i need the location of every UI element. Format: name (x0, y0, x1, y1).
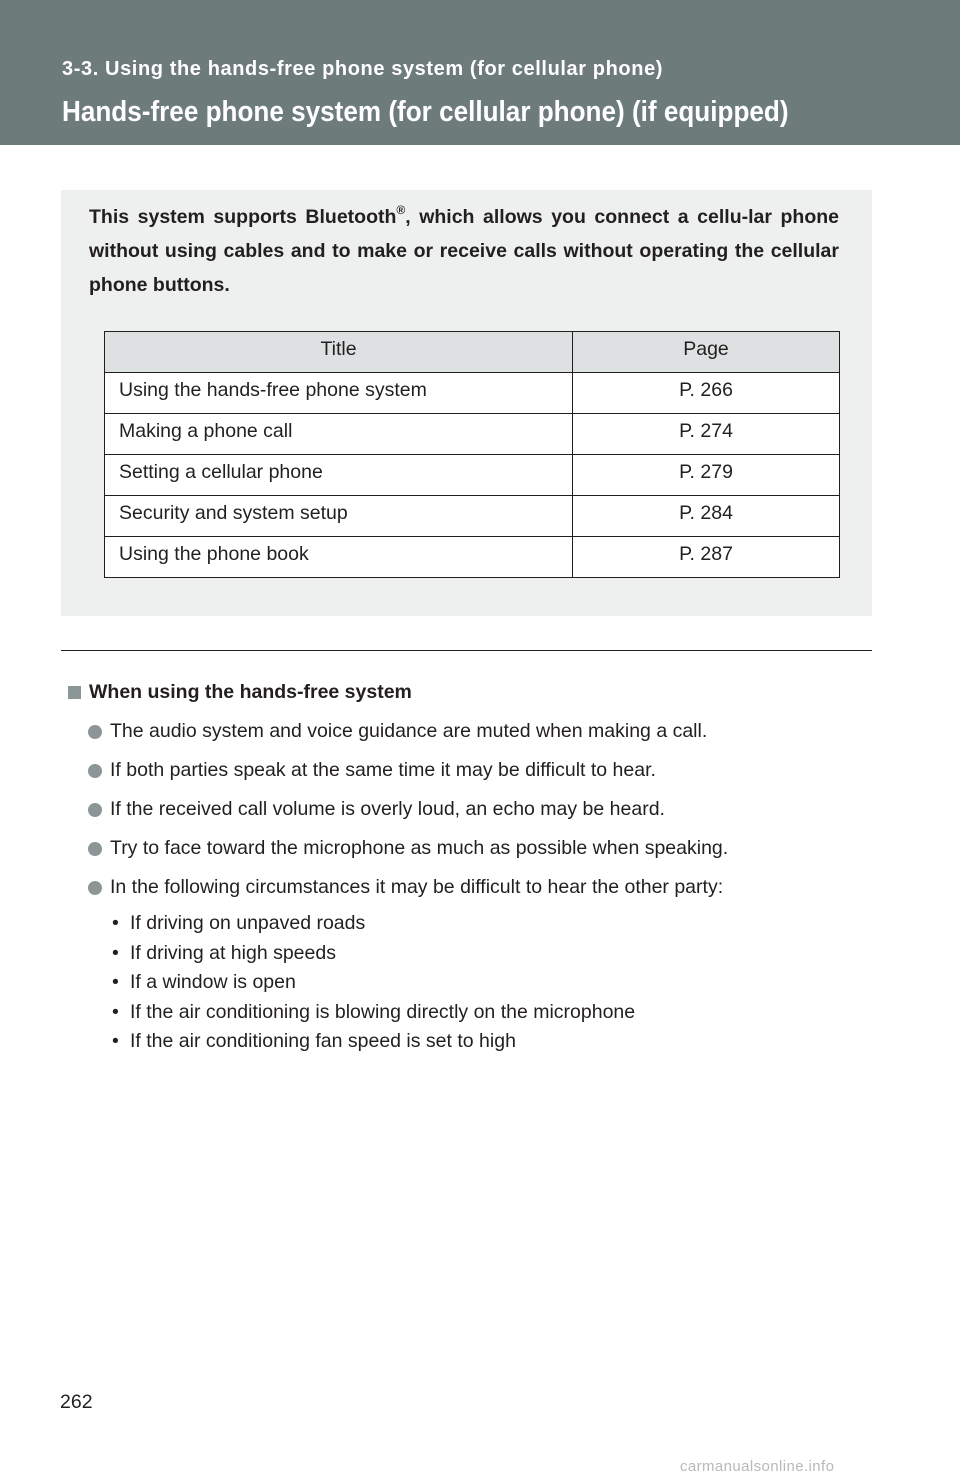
sub-list-item (112, 1027, 888, 1057)
circumstance-list (112, 909, 888, 1057)
sub-list-text: If driving on unpaved roads (130, 912, 366, 934)
list-item (88, 829, 888, 868)
table-row (105, 537, 840, 578)
column-header-page: Page (573, 332, 840, 373)
sub-list-text: If driving at high speeds (130, 941, 336, 964)
row-page: P. 274 (573, 414, 840, 455)
sub-list-text: If the air conditioning fan speed is set to high (130, 1030, 516, 1052)
sub-list-item (112, 968, 888, 998)
table-row (105, 373, 840, 414)
watermark: carmanualsonline.info (680, 1458, 835, 1475)
notes-section (68, 678, 888, 1057)
circle-bullet-icon (88, 842, 102, 856)
bullet-text: Try to face toward the microphone as much as possible when speaking. (110, 837, 729, 859)
list-item (88, 790, 888, 829)
row-page: P. 287 (573, 537, 840, 578)
circle-bullet-icon (88, 803, 102, 817)
sub-list-item (112, 998, 888, 1028)
page-number: 262 (60, 1391, 93, 1413)
section-header-bar (0, 0, 960, 145)
table-row (105, 455, 840, 496)
sub-bullet-marker: • (112, 971, 119, 993)
intro-text (89, 200, 839, 302)
sub-list-item (112, 909, 888, 939)
row-title: Security and system setup (105, 496, 573, 537)
intro-text-end: , which allows you connect a cellu-lar phone without using cables and to make or receive calls without operating the cellular phone buttons. (89, 206, 839, 296)
row-title: Setting a cellular phone (105, 455, 573, 496)
row-page: P. 284 (573, 496, 840, 537)
table-row (105, 496, 840, 537)
table-header-row (105, 332, 840, 373)
table-row (105, 414, 840, 455)
sub-list-text: If the air conditioning is blowing directly on the microphone (130, 1000, 636, 1023)
sub-bullet-marker: • (112, 1000, 119, 1023)
section-title: 3-3. Using the hands-free phone system (for cellular phone) (62, 58, 664, 80)
notes-heading (68, 678, 888, 706)
circle-bullet-icon (88, 725, 102, 739)
column-header-title: Title (105, 332, 573, 373)
list-item (88, 868, 888, 907)
page-heading: Hands-free phone system (for cellular phone) (if equipped) (62, 96, 789, 128)
intro-text-start: This system supports Bluetooth (89, 206, 397, 228)
bullet-text: In the following circumstances it may be difficult to hear the other party: (110, 876, 724, 898)
row-page: P. 266 (573, 373, 840, 414)
row-title: Using the phone book (105, 537, 573, 578)
section-divider (61, 650, 872, 651)
list-item (88, 712, 888, 751)
sub-bullet-marker: • (112, 941, 119, 964)
circle-bullet-icon (88, 764, 102, 778)
sub-list-item (112, 939, 888, 969)
sub-list-text: If a window is open (130, 971, 296, 993)
sub-bullet-marker: • (112, 1030, 119, 1052)
notes-heading-text: When using the hands-free system (89, 680, 412, 703)
row-title: Using the hands-free phone system (105, 373, 573, 414)
registered-mark: ® (396, 202, 406, 217)
sub-bullet-marker: • (112, 912, 119, 934)
bullet-text: If both parties speak at the same time it may be difficult to hear. (110, 759, 656, 781)
bullet-text: The audio system and voice guidance are muted when making a call. (110, 720, 708, 742)
list-item (88, 751, 888, 790)
row-page: P. 279 (573, 455, 840, 496)
bullet-text: If the received call volume is overly loud, an echo may be heard. (110, 798, 665, 820)
contents-table (104, 331, 840, 578)
circle-bullet-icon (88, 881, 102, 895)
square-bullet-icon (68, 686, 81, 699)
row-title: Making a phone call (105, 414, 573, 455)
